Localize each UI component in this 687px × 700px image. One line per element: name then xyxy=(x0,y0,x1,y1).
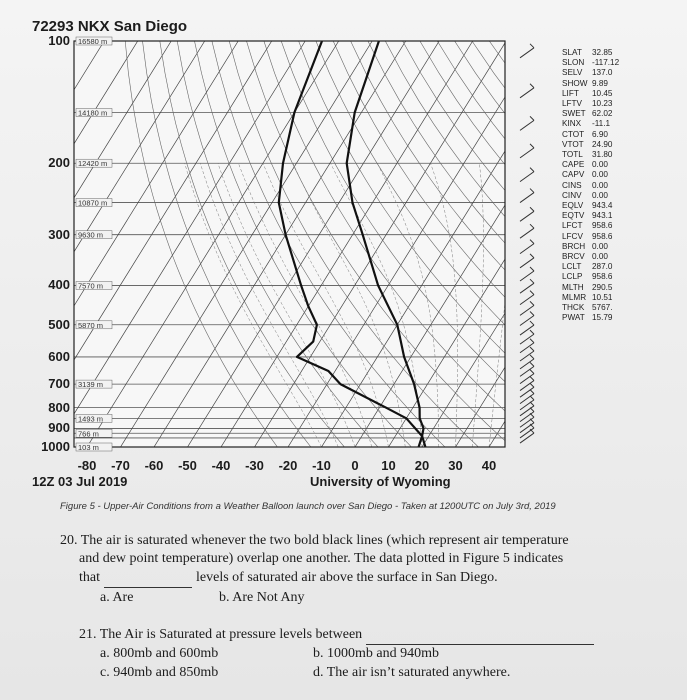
x-tick-label: -10 xyxy=(312,458,331,473)
index-row xyxy=(562,221,619,231)
wind-barb xyxy=(520,406,534,416)
index-value: 15.79 xyxy=(592,313,613,323)
index-key: KINX xyxy=(562,119,582,129)
index-row xyxy=(562,58,619,68)
dewpoint-line-point xyxy=(316,324,318,326)
index-row xyxy=(562,283,619,293)
wind-barb xyxy=(520,244,534,254)
index-key: SELV xyxy=(562,68,583,78)
dewpoint-line-point xyxy=(421,435,423,437)
wind-barb xyxy=(520,193,534,203)
q21-option-d[interactable]: d. The air isn’t saturated anywhere. xyxy=(313,665,511,680)
index-value: 9.89 xyxy=(592,78,608,88)
index-key: BRCV xyxy=(562,252,585,262)
index-row xyxy=(562,191,619,201)
dewpoint-line-point xyxy=(296,356,298,358)
figure-caption: Figure 5 - Upper-Air Conditions from a Weather Balloon launch over San Diego - Taken at 1200UTC on July 3rd, 2019 xyxy=(60,501,556,512)
index-value: 0.00 xyxy=(592,180,608,190)
index-value: 0.00 xyxy=(592,241,608,251)
index-row xyxy=(562,140,619,150)
wind-barb xyxy=(520,433,534,443)
y-tick-label: 900 xyxy=(48,420,70,436)
index-key: CAPV xyxy=(562,170,585,180)
index-row xyxy=(562,150,619,160)
y-tick-label: 600 xyxy=(48,348,70,364)
index-value: 0.00 xyxy=(592,160,608,170)
wind-barb-flag xyxy=(530,362,534,366)
index-key: VTOT xyxy=(562,139,584,149)
q21-option-b[interactable]: b. 1000mb and 940mb xyxy=(313,646,439,661)
wind-barb xyxy=(520,211,534,221)
q21-answer-blank[interactable] xyxy=(366,626,594,645)
index-key: PWAT xyxy=(562,313,585,323)
index-value: 31.80 xyxy=(592,150,613,160)
index-row xyxy=(562,252,619,262)
q20-line2: and dew point temperature) overlap one another. The data plotted in Figure 5 indicates xyxy=(79,551,564,566)
dewpoint-line-point xyxy=(339,383,341,385)
index-value: 62.02 xyxy=(592,109,613,119)
height-label: 10870 m xyxy=(78,198,108,208)
wind-barb-flag xyxy=(530,301,534,305)
index-row xyxy=(562,170,619,180)
index-value: 32.85 xyxy=(592,48,613,57)
index-value: 0.00 xyxy=(592,170,608,180)
q20-line1: 20. The air is saturated whenever the two bold black lines (which represent air temperature xyxy=(60,533,569,548)
chart-date-label: 12Z 03 Jul 2019 xyxy=(32,474,128,489)
q20-line3-rest: levels of saturated air above the surface in San Diego. xyxy=(196,570,498,585)
wind-barb xyxy=(520,120,534,130)
index-key: CINV xyxy=(562,190,582,200)
index-row xyxy=(562,181,619,191)
height-label: 12420 m xyxy=(78,159,108,169)
wind-barb-flag xyxy=(530,390,534,394)
height-label: 766 m xyxy=(78,429,99,439)
index-value: 5767. xyxy=(592,303,613,313)
y-tick-label: 800 xyxy=(48,399,70,415)
wind-barb-flag xyxy=(530,402,534,406)
x-tick-label: -60 xyxy=(144,458,164,473)
wind-barb-flag xyxy=(530,377,534,381)
wind-barb xyxy=(520,343,534,353)
index-row xyxy=(562,68,619,78)
index-value: 0.00 xyxy=(592,190,608,200)
q21-option-a[interactable]: a. 800mb and 600mb xyxy=(100,646,219,661)
dry-adiabat xyxy=(611,41,687,447)
wind-barb xyxy=(520,88,534,98)
index-value: 137.0 xyxy=(592,68,613,78)
index-row xyxy=(562,89,619,99)
q20-option-a[interactable]: a. Are xyxy=(100,590,134,605)
wind-barb-flag xyxy=(530,84,534,88)
wind-barbs xyxy=(520,44,534,443)
temperature-line-point xyxy=(423,428,425,430)
wind-barb-flag xyxy=(530,396,534,400)
index-row xyxy=(562,303,619,313)
y-tick-label: 200 xyxy=(48,155,70,171)
height-label: 9630 m xyxy=(78,230,104,240)
temperature-line-point xyxy=(354,112,356,114)
height-label: 16580 m xyxy=(78,37,108,46)
wind-barb-flag xyxy=(530,413,534,417)
x-tick-label: -70 xyxy=(111,458,130,473)
temperature-line-point xyxy=(419,407,421,409)
wind-barb-flag xyxy=(530,44,534,48)
dry-adiabat xyxy=(663,41,687,447)
y-tick-label: 300 xyxy=(48,226,70,242)
index-key: SLON xyxy=(562,58,585,68)
index-value: 6.90 xyxy=(592,129,608,139)
chart-source-label: University of Wyoming xyxy=(310,474,451,489)
index-key: LFTV xyxy=(562,99,583,109)
index-key: CAPE xyxy=(562,160,585,170)
q21-stem xyxy=(79,626,594,645)
wind-barb xyxy=(520,400,534,410)
index-key: EQLV xyxy=(562,201,584,211)
wind-barb-flag xyxy=(530,355,534,359)
x-tick-label: 40 xyxy=(481,458,497,473)
x-tick-label: -80 xyxy=(77,458,97,473)
wind-barb-flag xyxy=(530,321,534,325)
x-tick-label: 20 xyxy=(414,458,430,473)
wind-barb xyxy=(520,325,534,335)
wind-barb xyxy=(520,258,534,268)
height-label: 3139 m xyxy=(78,380,104,390)
index-row xyxy=(562,109,619,119)
wind-barb-flag xyxy=(530,383,534,387)
x-tick-label: 30 xyxy=(448,458,463,473)
temperature-line-point xyxy=(377,285,379,287)
wind-barb xyxy=(520,48,534,58)
index-key: MLMR xyxy=(562,292,587,302)
index-key: LIFT xyxy=(562,88,579,98)
temperature-line-point xyxy=(396,324,398,326)
dewpoint-line-point xyxy=(300,285,302,287)
index-row xyxy=(562,262,619,272)
index-value: 0.00 xyxy=(592,252,608,262)
dry-adiabat xyxy=(645,41,687,447)
wind-barb-flag xyxy=(530,254,534,258)
wind-barb-flag xyxy=(530,279,534,283)
wind-barb-flag xyxy=(530,207,534,211)
x-tick-label: -20 xyxy=(278,458,298,473)
x-tick-label: -30 xyxy=(245,458,264,473)
x-tick-label: -50 xyxy=(178,458,197,473)
index-row xyxy=(562,293,619,303)
index-value: 958.6 xyxy=(592,231,613,241)
wind-barb-flag xyxy=(530,347,534,351)
q20-option-b[interactable]: b. Are Not Any xyxy=(219,590,305,605)
index-value: 287.0 xyxy=(592,262,613,272)
height-label: 103 m xyxy=(78,443,99,452)
wind-barb-flag xyxy=(530,189,534,193)
dewpoint-line-point xyxy=(327,370,329,372)
index-key: MLTH xyxy=(562,282,584,292)
index-row xyxy=(562,48,619,58)
wind-barb-flag xyxy=(530,116,534,120)
index-value: 958.6 xyxy=(592,221,613,231)
dry-adiabat xyxy=(628,41,687,447)
index-value: 943.1 xyxy=(592,211,613,221)
index-key: LCLP xyxy=(562,272,583,282)
dewpoint-line-point xyxy=(307,305,309,307)
index-row xyxy=(562,119,619,129)
wind-barb xyxy=(520,428,534,438)
index-value: 10.51 xyxy=(592,292,613,302)
wind-barb-flag xyxy=(530,291,534,295)
x-tick-label: -40 xyxy=(211,458,231,473)
index-key: BRCH xyxy=(562,241,586,251)
index-row xyxy=(562,313,619,323)
wind-barb xyxy=(520,283,534,293)
index-row xyxy=(562,242,619,252)
height-label: 7570 m xyxy=(78,281,104,291)
index-row xyxy=(562,160,619,170)
wind-barb-flag xyxy=(530,267,534,271)
temperature-line-point xyxy=(352,202,354,204)
y-tick-label: 400 xyxy=(48,277,70,293)
y-tick-label: 1000 xyxy=(41,439,70,454)
index-key: LCLT xyxy=(562,262,582,272)
wind-barb xyxy=(520,148,534,158)
dewpoint-line-point xyxy=(278,202,280,204)
dewpoint-line-point xyxy=(285,234,287,236)
q21-option-c[interactable]: c. 940mb and 850mb xyxy=(100,665,219,680)
wind-barb-flag xyxy=(530,408,534,412)
index-value: 24.90 xyxy=(592,139,613,149)
index-key: TOTL xyxy=(562,150,583,160)
y-tick-label: 700 xyxy=(48,376,70,392)
wind-barb xyxy=(520,351,534,361)
index-row xyxy=(562,272,619,282)
q21-stem-text: 21. The Air is Saturated at pressure levels between xyxy=(79,627,363,642)
index-key: LFCV xyxy=(562,231,583,241)
index-value: -11.1 xyxy=(592,119,611,129)
index-key: THCK xyxy=(562,303,585,313)
temperature-line-point xyxy=(403,356,405,358)
dewpoint-line-point xyxy=(293,112,295,114)
index-value: 943.4 xyxy=(592,201,613,211)
sounding-indices xyxy=(562,48,619,323)
dewpoint-line-point xyxy=(385,407,387,409)
wind-barb xyxy=(520,172,534,182)
index-value: 958.6 xyxy=(592,272,613,282)
index-key: CTOT xyxy=(562,129,585,139)
y-tick-label: 100 xyxy=(48,33,70,48)
wind-barb-flag xyxy=(530,224,534,228)
height-label: 14180 m xyxy=(78,108,108,118)
index-row xyxy=(562,201,619,211)
dry-adiabat xyxy=(680,41,687,447)
wind-barb-flag xyxy=(530,240,534,244)
height-label: 5870 m xyxy=(78,320,104,330)
dewpoint-line-point xyxy=(282,162,284,164)
temperature-line-point xyxy=(346,162,348,164)
x-tick-label: 0 xyxy=(351,458,359,473)
q20-answer-blank[interactable] xyxy=(104,569,192,588)
index-row xyxy=(562,232,619,242)
isotherm-line xyxy=(0,41,4,447)
x-tick-label: 10 xyxy=(381,458,396,473)
index-value: 10.23 xyxy=(592,99,613,109)
wind-barb xyxy=(520,315,534,325)
wind-barb-flag xyxy=(530,144,534,148)
q20-line3 xyxy=(79,569,498,588)
index-key: SWET xyxy=(562,109,586,119)
wind-barb-flag xyxy=(530,339,534,343)
wind-barb xyxy=(520,271,534,281)
index-key: LFCT xyxy=(562,221,583,231)
index-value: 10.45 xyxy=(592,88,613,98)
wind-barb xyxy=(520,334,534,344)
index-key: SHOW xyxy=(562,78,588,88)
index-value: 290.5 xyxy=(592,282,613,292)
index-row xyxy=(562,79,619,89)
wind-barb-flag xyxy=(530,370,534,374)
y-tick-label: 500 xyxy=(48,316,70,332)
wind-barb xyxy=(520,228,534,238)
index-row xyxy=(562,211,619,221)
temperature-line-point xyxy=(362,234,364,236)
dewpoint-line-point xyxy=(312,341,314,343)
q20-that: that xyxy=(79,570,100,585)
index-key: CINS xyxy=(562,180,582,190)
chart-title: 72293 NKX San Diego xyxy=(32,18,188,35)
temperature-line-point xyxy=(419,417,421,419)
index-key: EQTV xyxy=(562,211,585,221)
index-value: -117.12 xyxy=(592,58,620,68)
temperature-line-point xyxy=(413,383,415,385)
index-row xyxy=(562,130,619,140)
index-row xyxy=(562,99,619,109)
wind-barb-flag xyxy=(530,168,534,172)
wind-barb-flag xyxy=(530,311,534,315)
index-key: SLAT xyxy=(562,48,582,57)
height-label: 1493 m xyxy=(78,414,104,424)
dewpoint-line-point xyxy=(405,417,407,419)
wind-barb-flag xyxy=(530,330,534,334)
